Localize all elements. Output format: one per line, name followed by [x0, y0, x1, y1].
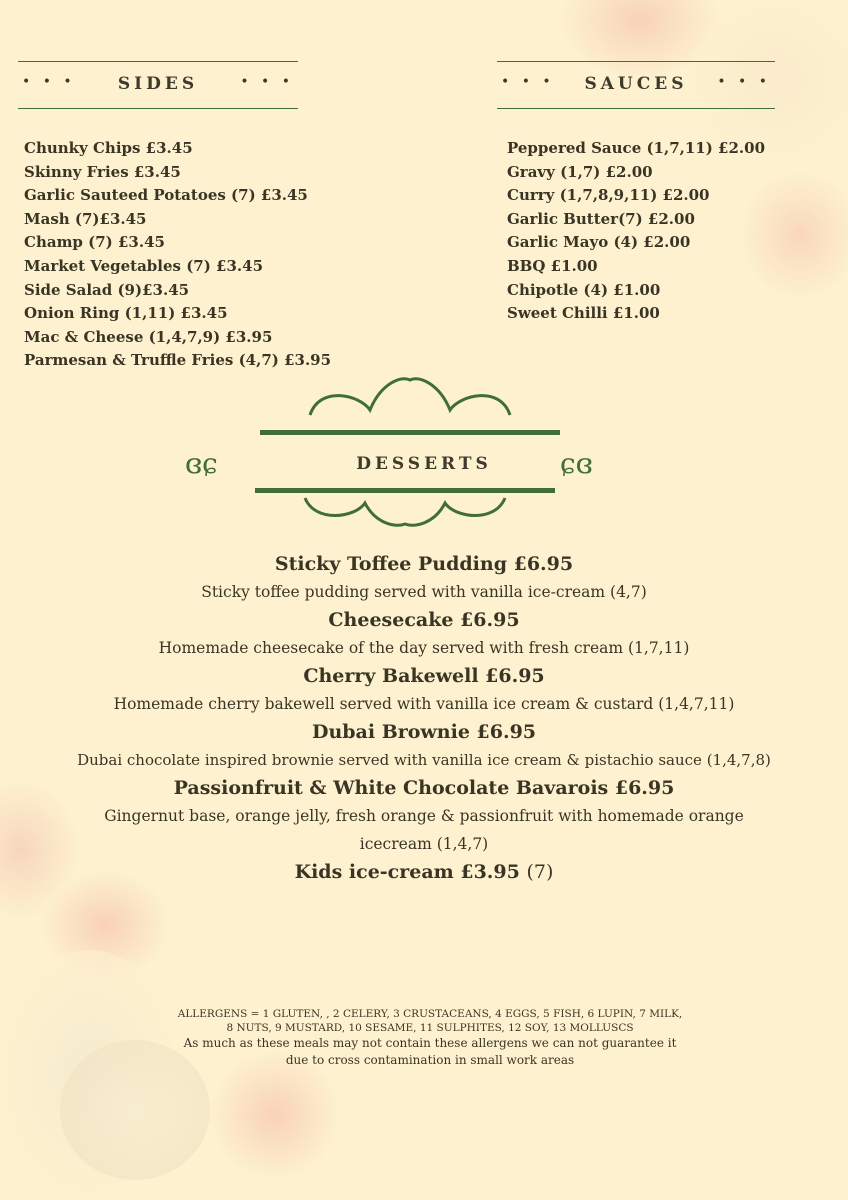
desserts-list: [0, 550, 848, 886]
dessert-name: Dubai Brownie £6.95: [311, 721, 537, 743]
list-item: Garlic Mayo (4) £2.00: [507, 233, 691, 252]
dessert-desc: Sticky toffee pudding served with vanilla ice-cream (4,7): [201, 583, 647, 601]
list-item: Parmesan & Truffle Fries (4,7) £3.95: [24, 351, 332, 370]
dessert-name: Kids ice-cream £3.95: [294, 861, 520, 883]
allergens-line-1: ALLERGENS = 1 GLUTEN, , 2 CELERY, 3 CRUSTACEANS, 4 EGGS, 5 FISH, 6 LUPIN, 7 MILK,: [177, 1008, 683, 1020]
allergens-notice: [170, 1007, 690, 1069]
list-item: Onion Ring (1,11) £3.45: [24, 304, 228, 323]
sides-title: SIDES: [117, 74, 199, 94]
sauces-list: [507, 137, 765, 326]
desserts-title: DESSERTS: [356, 454, 492, 474]
ornament-bottom-icon: [255, 488, 555, 528]
dessert-name: Sticky Toffee Pudding £6.95: [274, 553, 574, 575]
list-item: Skinny Fries £3.45: [24, 162, 181, 181]
dessert-name: Cherry Bakewell £6.95: [303, 665, 545, 687]
list-item: Garlic Sauteed Potatoes (7) £3.45: [24, 186, 308, 205]
list-item: Sweet Chilli £1.00: [507, 304, 660, 323]
sauces-title: SAUCES: [584, 74, 688, 94]
list-item: Market Vegetables (7) £3.45: [24, 256, 264, 275]
dessert-name: Passionfruit & White Chocolate Bavarois £6.95: [173, 777, 675, 799]
list-item: Peppered Sauce (1,7,11) £2.00: [507, 139, 766, 157]
list-item: Curry (1,7,8,9,11) £2.00: [507, 186, 710, 205]
sauces-header: [497, 61, 775, 109]
allergens-warning: As much as these meals may not contain these allergens we can not guarantee it due to cross contamination in small work areas: [183, 1036, 677, 1067]
dessert-desc: Gingernut base, orange jelly, fresh orange & passionfruit with homemade orange icecream (1,4,7): [104, 807, 744, 853]
dots: • • •: [501, 74, 555, 90]
desserts-header: [0, 375, 848, 525]
dessert-allergens: (7): [526, 861, 554, 883]
dessert-desc: Homemade cherry bakewell served with vanilla ice cream & custard (1,4,7,11): [113, 695, 735, 713]
dessert-desc: Dubai chocolate inspired brownie served with vanilla ice cream & pistachio sauce (1,4,7,8): [77, 751, 771, 769]
dessert-name: Cheesecake £6.95: [328, 609, 520, 631]
allergens-line-2: 8 NUTS, 9 MUSTARD, 10 SESAME, 11 SULPHITES, 12 SOY, 13 MOLLUSCS: [226, 1022, 634, 1034]
sides-list: [24, 137, 331, 373]
list-item: BBQ £1.00: [507, 256, 598, 275]
ornament-top-icon: [260, 375, 560, 435]
dots: • • •: [22, 74, 76, 90]
kids-ice-cream: [0, 858, 848, 886]
list-item: Garlic Butter(7) £2.00: [507, 209, 695, 228]
dots: • • •: [717, 74, 771, 90]
scroll-right-icon: ɕɞ: [560, 447, 593, 480]
list-item: Chunky Chips £3.45: [24, 139, 193, 157]
dots: • • •: [240, 74, 294, 90]
list-item: Mac & Cheese (1,4,7,9) £3.95: [24, 327, 273, 346]
scroll-left-icon: ɞɕ: [185, 447, 218, 480]
list-item: Chipotle (4) £1.00: [507, 280, 661, 299]
list-item: Gravy (1,7) £2.00: [507, 162, 653, 181]
dessert-desc: Homemade cheesecake of the day served with fresh cream (1,7,11): [158, 639, 690, 657]
sides-header: [18, 61, 298, 109]
list-item: Mash (7)£3.45: [24, 209, 147, 228]
list-item: Side Salad (9)£3.45: [24, 280, 190, 299]
list-item: Champ (7) £3.45: [24, 233, 165, 252]
